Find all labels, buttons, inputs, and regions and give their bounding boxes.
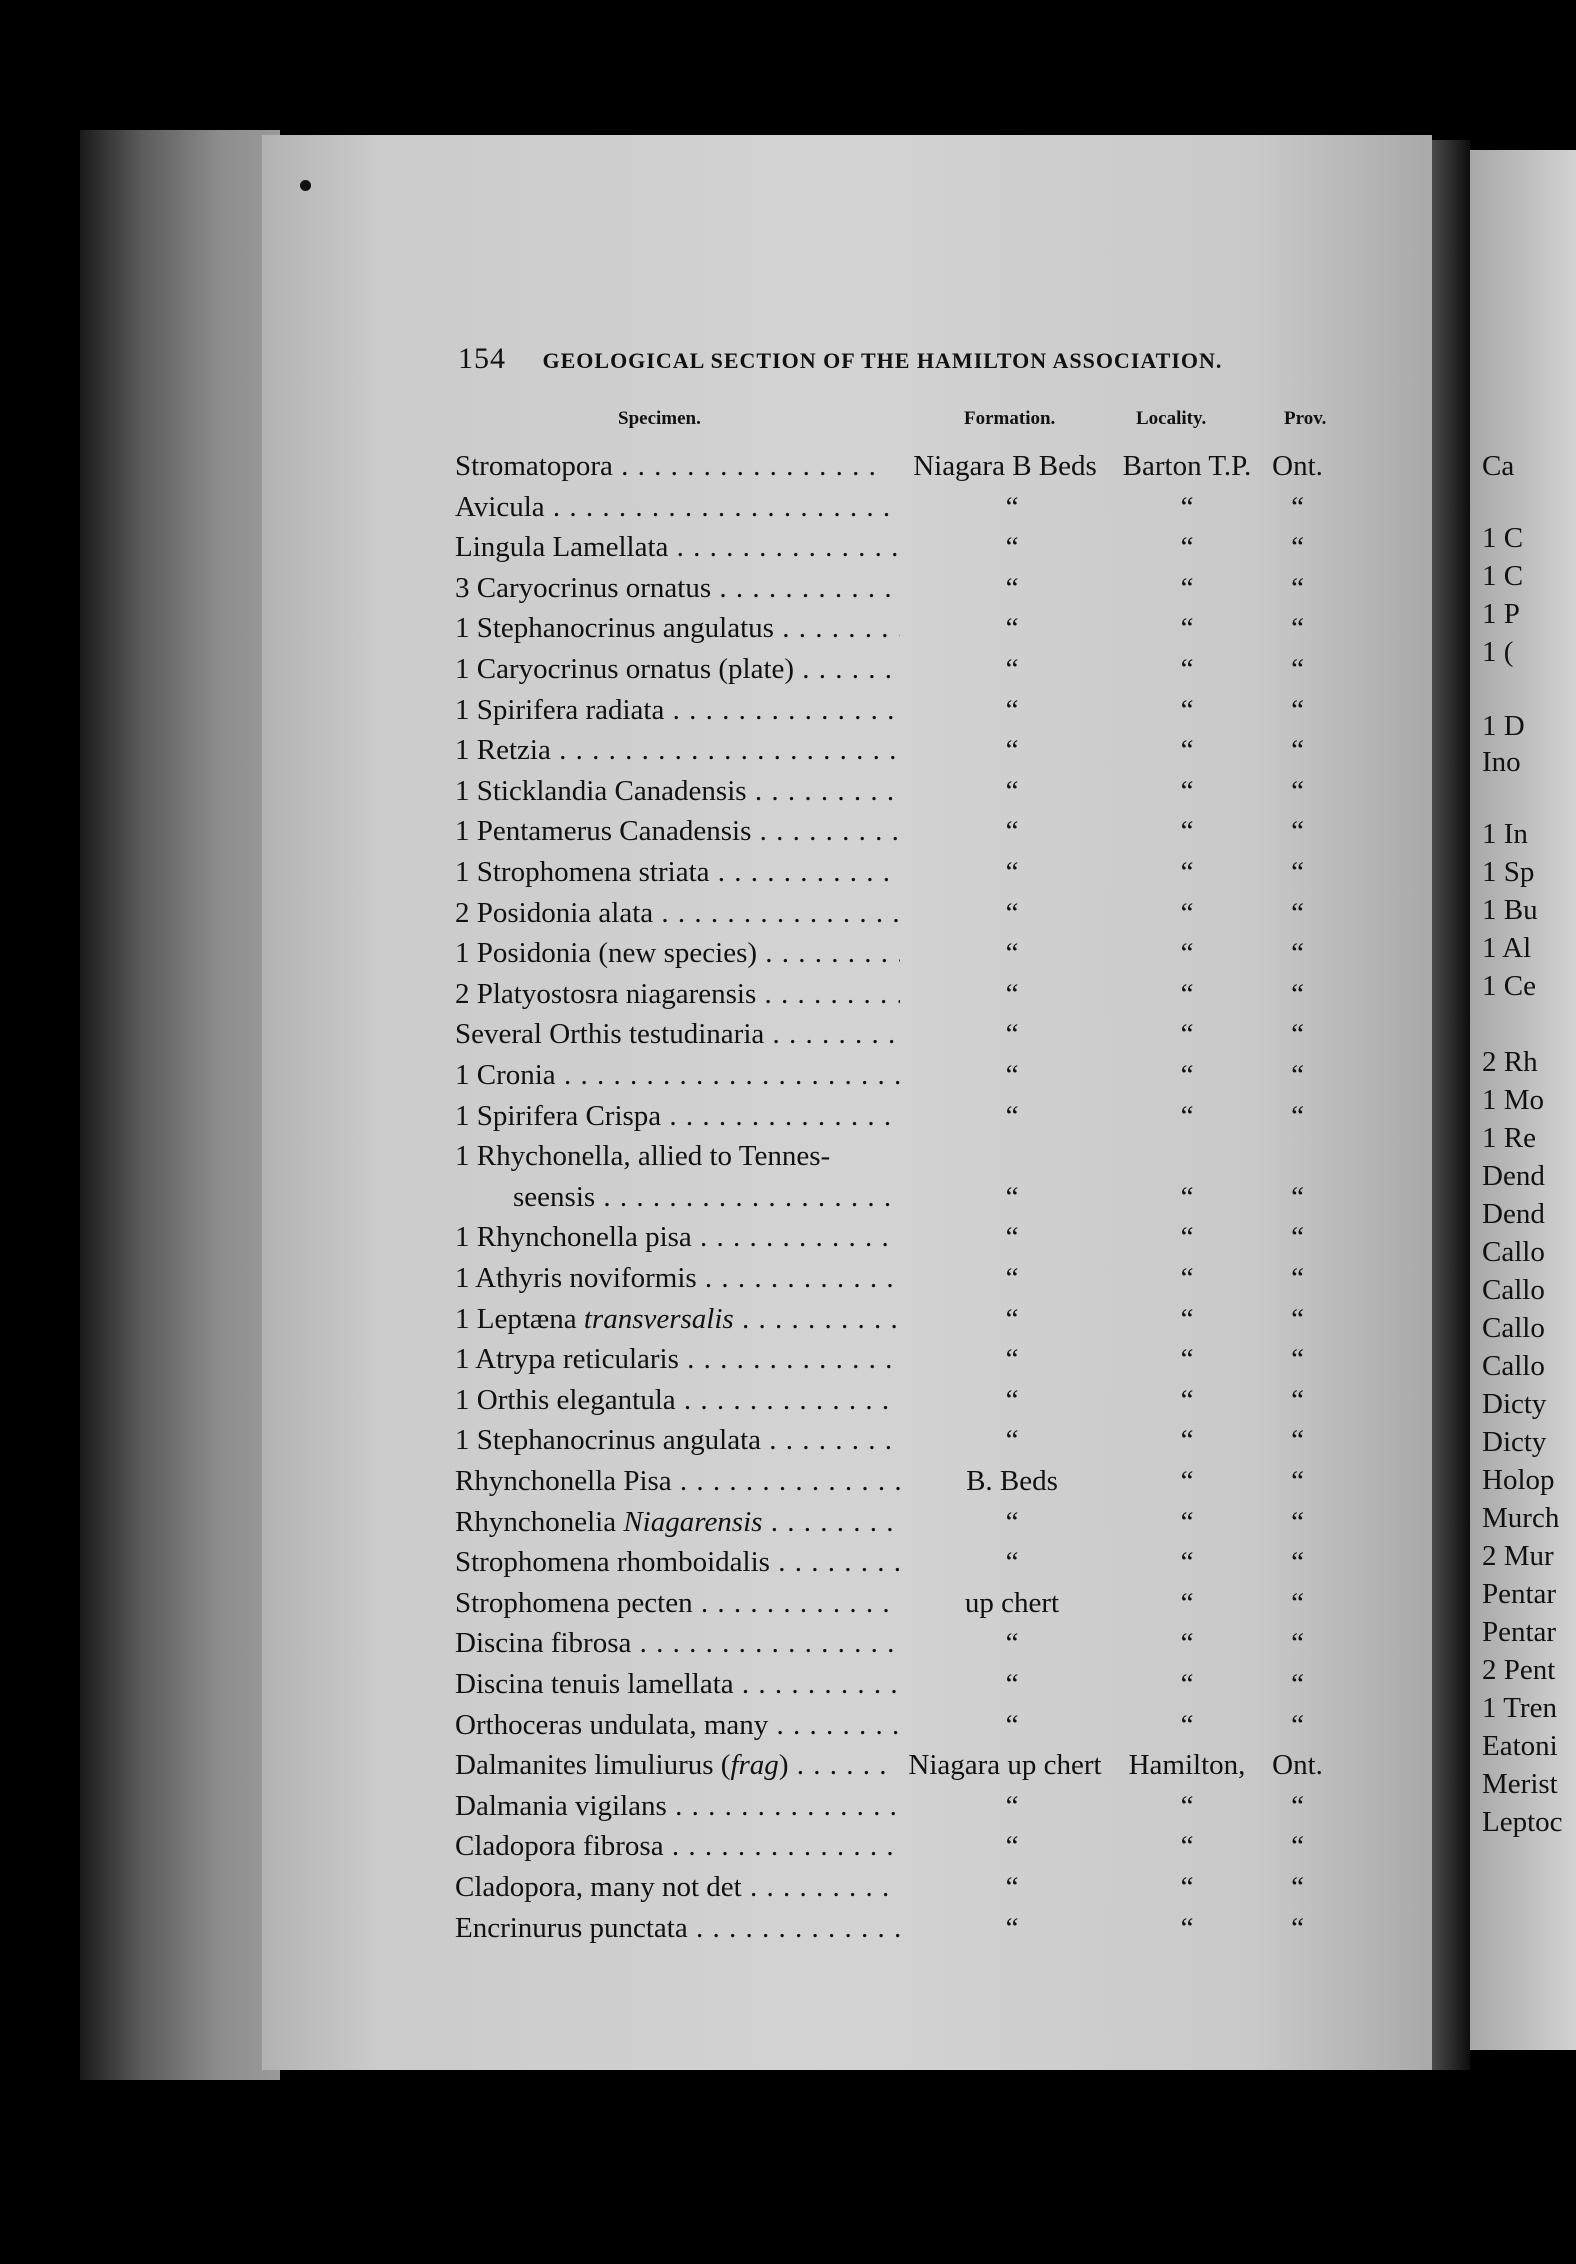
formation-cell: “ xyxy=(1005,1627,1019,1659)
locality-cell: “ xyxy=(1180,1262,1194,1294)
specimen-name: 1 Caryocrinus ornatus (plate) . . . xyxy=(455,653,900,686)
page-title: GEOLOGICAL SECTION OF THE HAMILTON ASSOCIATION. xyxy=(542,348,1223,373)
prov-cell: “ xyxy=(1291,1303,1304,1335)
locality-cell: “ xyxy=(1180,1709,1194,1741)
formation-cell: “ xyxy=(1005,1059,1019,1091)
specimen-name: Strophomena pecten . . . xyxy=(455,1587,900,1620)
specimen-name: Cladopora fibrosa . . . xyxy=(455,1830,900,1863)
italic-word: Niagarensis xyxy=(623,1506,763,1538)
prov-cell: “ xyxy=(1291,1018,1304,1050)
specimen-name: 1 Stephanocrinus angulata . . . xyxy=(455,1424,900,1457)
table-row xyxy=(455,1627,1335,1667)
locality-cell: “ xyxy=(1180,1668,1194,1700)
locality-cell: “ xyxy=(1180,653,1194,685)
next-page-fragment: Ino xyxy=(1482,746,1521,778)
formation-cell: “ xyxy=(1005,1668,1019,1700)
table-row xyxy=(455,1059,1335,1099)
prov-cell: “ xyxy=(1291,815,1304,847)
prov-cell: “ xyxy=(1291,775,1304,807)
specimen-name: 1 Rhychonella, allied to Tennes- xyxy=(455,1140,831,1172)
specimen-name: 1 Atrypa reticularis . . . xyxy=(455,1343,900,1376)
next-page-fragment: Ca xyxy=(1482,450,1515,482)
table-row xyxy=(455,1100,1335,1140)
locality-cell: “ xyxy=(1180,897,1194,929)
next-page-fragment: 1 Mo xyxy=(1482,1084,1545,1116)
prov-cell: “ xyxy=(1291,531,1304,563)
locality-cell: “ xyxy=(1180,1546,1194,1578)
next-page-fragment: 1 ( xyxy=(1482,636,1514,668)
locality-cell: “ xyxy=(1180,1465,1194,1497)
specimen-name: 1 Rhynchonella pisa . . . xyxy=(455,1221,900,1254)
formation-cell: “ xyxy=(1005,1100,1019,1132)
table-row xyxy=(455,856,1335,896)
specimen-name: 1 Leptæna transversalis . . . xyxy=(455,1303,900,1336)
table-row xyxy=(455,1343,1335,1383)
table-row xyxy=(455,491,1335,531)
locality-cell: Hamilton, xyxy=(1128,1749,1246,1781)
formation-cell: “ xyxy=(1005,1912,1019,1944)
next-page-fragment: 1 C xyxy=(1482,560,1524,592)
column-header-specimen: Specimen. xyxy=(618,408,701,429)
italic-word: transversalis xyxy=(583,1303,734,1335)
next-page-fragment: 1 Ce xyxy=(1482,970,1536,1002)
locality-cell: Barton T.P. xyxy=(1122,450,1252,482)
next-page-fragment: Callo xyxy=(1482,1236,1545,1268)
locality-cell: “ xyxy=(1180,1627,1194,1659)
formation-cell: B. Beds xyxy=(966,1465,1058,1497)
formation-cell: “ xyxy=(1005,1181,1019,1213)
prov-cell: “ xyxy=(1291,856,1304,888)
formation-cell: “ xyxy=(1005,1018,1019,1050)
table-row xyxy=(455,897,1335,937)
locality-cell: “ xyxy=(1180,1587,1194,1619)
table-row xyxy=(455,978,1335,1018)
next-page-fragment: Dicty xyxy=(1482,1388,1547,1420)
specimen-name: Avicula . . . xyxy=(455,491,900,524)
prov-cell: “ xyxy=(1291,1506,1304,1538)
table-row xyxy=(455,1262,1335,1302)
next-page-fragment: 1 Sp xyxy=(1482,856,1535,888)
locality-cell: “ xyxy=(1180,1059,1194,1091)
prov-cell: “ xyxy=(1291,1709,1304,1741)
next-page-fragment: Dend xyxy=(1482,1160,1545,1192)
next-page-fragment: Leptoc xyxy=(1482,1806,1563,1838)
column-header-prov: Prov. xyxy=(1284,408,1327,429)
prov-cell: “ xyxy=(1291,1871,1304,1903)
next-page-fragment: Eatoni xyxy=(1482,1730,1558,1762)
next-page-fragment: Callo xyxy=(1482,1350,1545,1382)
ink-dot xyxy=(300,180,311,191)
next-page-fragment: Murch xyxy=(1482,1502,1560,1534)
prov-cell: Ont. xyxy=(1272,450,1323,482)
locality-cell: “ xyxy=(1180,1830,1194,1862)
prov-cell: “ xyxy=(1291,572,1304,604)
formation-cell: “ xyxy=(1005,694,1019,726)
specimen-name: seensis . . . xyxy=(513,1181,900,1214)
page-number: 154 xyxy=(458,342,506,375)
formation-cell: “ xyxy=(1005,1830,1019,1862)
specimen-name: Encrinurus punctata . . . xyxy=(455,1912,900,1945)
formation-cell: “ xyxy=(1005,775,1019,807)
next-page-fragment: Dicty xyxy=(1482,1426,1547,1458)
next-page-fragment: Callo xyxy=(1482,1274,1545,1306)
table-row xyxy=(455,1506,1335,1546)
specimen-name: 1 Pentamerus Canadensis . . . xyxy=(455,815,900,848)
prov-cell: “ xyxy=(1291,897,1304,929)
formation-cell: “ xyxy=(1005,1709,1019,1741)
formation-cell: “ xyxy=(1005,1424,1019,1456)
formation-cell: Niagara B Beds xyxy=(913,450,1097,482)
locality-cell: “ xyxy=(1180,1424,1194,1456)
prov-cell: “ xyxy=(1291,1830,1304,1862)
table-row xyxy=(455,1018,1335,1058)
specimen-name: 1 Strophomena striata . . . xyxy=(455,856,900,889)
specimen-name: Lingula Lamellata . . . xyxy=(455,531,900,564)
formation-cell: “ xyxy=(1005,815,1019,847)
next-page-fragment: 2 Pent xyxy=(1482,1654,1556,1686)
prov-cell: “ xyxy=(1291,1627,1304,1659)
locality-cell: “ xyxy=(1180,1912,1194,1944)
formation-cell: “ xyxy=(1005,1546,1019,1578)
formation-cell: “ xyxy=(1005,1221,1019,1253)
locality-cell: “ xyxy=(1180,1506,1194,1538)
formation-cell: “ xyxy=(1005,1343,1019,1375)
italic-word: frag xyxy=(730,1749,779,1781)
formation-cell: “ xyxy=(1005,491,1019,523)
prov-cell: “ xyxy=(1291,694,1304,726)
prov-cell: “ xyxy=(1291,1100,1304,1132)
specimen-name: 1 Posidonia (new species) . . . xyxy=(455,937,900,970)
prov-cell: “ xyxy=(1291,1790,1304,1822)
prov-cell: “ xyxy=(1291,653,1304,685)
prov-cell: “ xyxy=(1291,1262,1304,1294)
next-page-edge xyxy=(1470,150,1576,2050)
table-row xyxy=(455,1424,1335,1464)
table-row xyxy=(455,572,1335,612)
locality-cell: “ xyxy=(1180,491,1194,523)
formation-cell: “ xyxy=(1005,1790,1019,1822)
table-row xyxy=(455,450,1335,490)
locality-cell: “ xyxy=(1180,531,1194,563)
next-page-fragment: 1 C xyxy=(1482,522,1524,554)
next-page-fragment: Callo xyxy=(1482,1312,1545,1344)
next-page-fragment: Pentar xyxy=(1482,1578,1557,1610)
formation-cell: “ xyxy=(1005,653,1019,685)
table-row xyxy=(455,1140,1335,1180)
formation-cell: “ xyxy=(1005,1506,1019,1538)
locality-cell: “ xyxy=(1180,572,1194,604)
formation-cell: “ xyxy=(1005,612,1019,644)
next-page-fragment: 1 In xyxy=(1482,818,1528,850)
table-row xyxy=(455,734,1335,774)
next-page-fragment: Holop xyxy=(1482,1464,1555,1496)
prov-cell: “ xyxy=(1291,1587,1304,1619)
specimen-name: Rhynchonella Pisa . . . xyxy=(455,1465,900,1498)
specimen-name: 1 Retzia . . . xyxy=(455,734,900,767)
locality-cell: “ xyxy=(1180,694,1194,726)
locality-cell: “ xyxy=(1180,1384,1194,1416)
table-row xyxy=(455,1709,1335,1749)
next-page-fragment: Dend xyxy=(1482,1198,1545,1230)
locality-cell: “ xyxy=(1180,937,1194,969)
formation-cell: up chert xyxy=(964,1587,1060,1619)
table-row xyxy=(455,1303,1335,1343)
prov-cell: “ xyxy=(1291,612,1304,644)
locality-cell: “ xyxy=(1180,815,1194,847)
table-row xyxy=(455,1871,1335,1911)
table-row xyxy=(455,775,1335,815)
formation-cell: “ xyxy=(1005,856,1019,888)
formation-cell: Niagara up chert xyxy=(908,1749,1102,1781)
prov-cell: “ xyxy=(1291,1059,1304,1091)
column-header-locality: Locality. xyxy=(1136,408,1207,429)
specimen-name: 1 Spirifera radiata . . . xyxy=(455,694,900,727)
specimen-name: 2 Platyostosra niagarensis . . . xyxy=(455,978,900,1011)
prov-cell: “ xyxy=(1291,1181,1304,1213)
next-page-fragment: 1 Al xyxy=(1482,932,1532,964)
specimen-name: 1 Athyris noviformis . . . xyxy=(455,1262,900,1295)
specimen-name: Rhynchonelia Niagarensis . . . xyxy=(455,1506,900,1539)
formation-cell: “ xyxy=(1005,531,1019,563)
prov-cell: “ xyxy=(1291,1668,1304,1700)
prov-cell: Ont. xyxy=(1272,1749,1323,1781)
table-row xyxy=(455,1790,1335,1830)
running-head xyxy=(458,342,1338,376)
table-row xyxy=(455,653,1335,693)
formation-cell: “ xyxy=(1005,897,1019,929)
prov-cell: “ xyxy=(1291,734,1304,766)
formation-cell: “ xyxy=(1005,937,1019,969)
specimen-name: Strophomena rhomboidalis . . . xyxy=(455,1546,900,1579)
column-header-formation: Formation. xyxy=(964,408,1056,429)
locality-cell: “ xyxy=(1180,1790,1194,1822)
table-row xyxy=(455,1465,1335,1505)
locality-cell: “ xyxy=(1180,734,1194,766)
specimen-name: Dalmanites limuliurus (frag) . . . xyxy=(455,1749,885,1782)
table-row xyxy=(455,1384,1335,1424)
prov-cell: “ xyxy=(1291,1465,1304,1497)
next-page-fragment: 2 Rh xyxy=(1482,1046,1538,1078)
locality-cell: “ xyxy=(1180,1100,1194,1132)
book-left-edge xyxy=(80,130,280,2080)
table-row xyxy=(455,1668,1335,1708)
specimen-name: 3 Caryocrinus ornatus . . . xyxy=(455,572,900,605)
locality-cell: “ xyxy=(1180,612,1194,644)
table-row xyxy=(455,937,1335,977)
specimen-name: Dalmania vigilans . . . xyxy=(455,1790,900,1823)
locality-cell: “ xyxy=(1180,1871,1194,1903)
specimen-name: Several Orthis testudinaria . . . xyxy=(455,1018,900,1051)
formation-cell: “ xyxy=(1005,1384,1019,1416)
formation-cell: “ xyxy=(1005,1303,1019,1335)
next-page-fragment: 1 Bu xyxy=(1482,894,1538,926)
locality-cell: “ xyxy=(1180,1181,1194,1213)
formation-cell: “ xyxy=(1005,1262,1019,1294)
prov-cell: “ xyxy=(1291,1384,1304,1416)
specimen-name: Orthoceras undulata, many . . . xyxy=(455,1709,900,1742)
locality-cell: “ xyxy=(1180,1303,1194,1335)
prov-cell: “ xyxy=(1291,978,1304,1010)
locality-cell: “ xyxy=(1180,1343,1194,1375)
table-row xyxy=(455,1181,1335,1221)
specimen-name: Cladopora, many not det . . . xyxy=(455,1871,900,1904)
specimen-name: Stromatopora . . . xyxy=(455,450,885,483)
next-page-fragment: 2 Mur xyxy=(1482,1540,1554,1572)
table-row xyxy=(455,531,1335,571)
formation-cell: “ xyxy=(1005,734,1019,766)
prov-cell: “ xyxy=(1291,1424,1304,1456)
formation-cell: “ xyxy=(1005,978,1019,1010)
prov-cell: “ xyxy=(1291,1546,1304,1578)
next-page-fragment: Pentar xyxy=(1482,1616,1557,1648)
specimen-name: 1 Cronia . . . xyxy=(455,1059,900,1092)
next-page-fragment: 1 P xyxy=(1482,598,1520,630)
specimen-name: 1 Stephanocrinus angulatus . . . xyxy=(455,612,900,645)
formation-cell: “ xyxy=(1005,572,1019,604)
prov-cell: “ xyxy=(1291,1912,1304,1944)
specimen-name: 1 Orthis elegantula . . . xyxy=(455,1384,900,1417)
locality-cell: “ xyxy=(1180,775,1194,807)
formation-cell: “ xyxy=(1005,1871,1019,1903)
table-row xyxy=(455,1221,1335,1261)
specimen-name: 2 Posidonia alata . . . xyxy=(455,897,900,930)
next-page-fragment: Merist xyxy=(1482,1768,1558,1800)
locality-cell: “ xyxy=(1180,856,1194,888)
table-row xyxy=(455,694,1335,734)
table-row xyxy=(455,1912,1335,1952)
next-page-fragment: 1 Re xyxy=(1482,1122,1536,1154)
locality-cell: “ xyxy=(1180,1018,1194,1050)
locality-cell: “ xyxy=(1180,978,1194,1010)
specimen-name: 1 Sticklandia Canadensis . . . xyxy=(455,775,900,808)
table-row xyxy=(455,1830,1335,1870)
prov-cell: “ xyxy=(1291,937,1304,969)
next-page-fragment: 1 D xyxy=(1482,710,1525,742)
prov-cell: “ xyxy=(1291,1221,1304,1253)
prov-cell: “ xyxy=(1291,1343,1304,1375)
prov-cell: “ xyxy=(1291,491,1304,523)
specimen-name: 1 Spirifera Crispa . . . xyxy=(455,1100,900,1133)
table-row xyxy=(455,815,1335,855)
locality-cell: “ xyxy=(1180,1221,1194,1253)
table-row xyxy=(455,1587,1335,1627)
table-row xyxy=(455,612,1335,652)
specimen-name: Discina tenuis lamellata . . . xyxy=(455,1668,900,1701)
specimen-name: Discina fibrosa . . . xyxy=(455,1627,900,1660)
table-row xyxy=(455,1546,1335,1586)
next-page-fragment: 1 Tren xyxy=(1482,1692,1557,1724)
book-gutter xyxy=(1432,140,1470,2070)
table-row xyxy=(455,1749,1335,1789)
